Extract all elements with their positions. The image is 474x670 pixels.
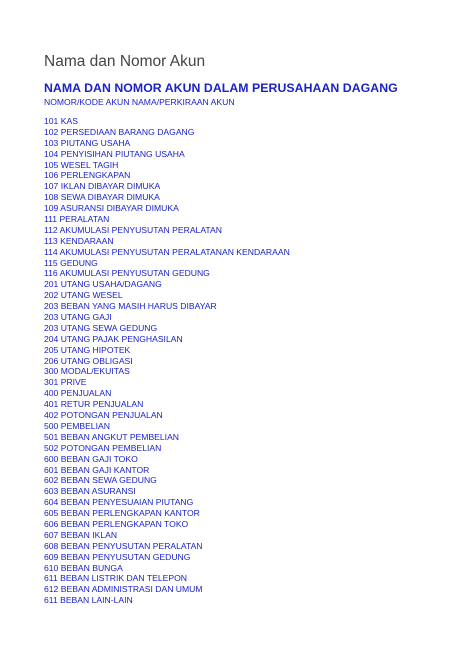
account-item: 602 BEBAN SEWA GEDUNG bbox=[44, 475, 157, 486]
account-item: 601 BEBAN GAJI KANTOR bbox=[44, 464, 150, 475]
account-item: 600 BEBAN GAJI TOKO bbox=[44, 453, 138, 464]
account-item: 206 UTANG OBLIGASI bbox=[44, 355, 133, 366]
section-heading: NAMA DAN NOMOR AKUN DALAM PERUSAHAAN DAGANG bbox=[44, 81, 398, 95]
account-item: 103 PIUTANG USAHA bbox=[44, 137, 131, 148]
account-item: 104 PENYISIHAN PIUTANG USAHA bbox=[44, 148, 185, 159]
account-item: 611 BEBAN LAIN-LAIN bbox=[44, 595, 133, 606]
column-subheading: NOMOR/KODE AKUN NAMA/PERKIRAAN AKUN bbox=[44, 97, 235, 107]
account-item: 401 RETUR PENJUALAN bbox=[44, 399, 144, 410]
account-item: 610 BEBAN BUNGA bbox=[44, 562, 123, 573]
account-item: 115 GEDUNG bbox=[44, 257, 98, 268]
account-item: 611 BEBAN LISTRIK DAN TELEPON bbox=[44, 573, 187, 584]
account-item: 202 UTANG WESEL bbox=[44, 290, 123, 301]
account-list bbox=[44, 116, 290, 606]
account-item: 604 BEBAN PENYESUAIAN PIUTANG bbox=[44, 497, 194, 508]
account-item: 204 UTANG PAJAK PENGHASILAN bbox=[44, 333, 183, 344]
account-item: 102 PERSEDIAAN BARANG DAGANG bbox=[44, 126, 195, 137]
account-item: 402 POTONGAN PENJUALAN bbox=[44, 410, 163, 421]
account-item: 500 PEMBELIAN bbox=[44, 420, 110, 431]
account-item: 116 AKUMULASI PENYUSUTAN GEDUNG bbox=[44, 268, 210, 279]
account-item: 203 UTANG GAJI bbox=[44, 312, 112, 323]
account-item: 106 PERLENGKAPAN bbox=[44, 170, 131, 181]
account-item: 300 MODAL/EKUITAS bbox=[44, 366, 130, 377]
account-item: 501 BEBAN ANGKUT PEMBELIAN bbox=[44, 431, 180, 442]
account-item: 400 PENJUALAN bbox=[44, 388, 112, 399]
account-item: 105 WESEL TAGIH bbox=[44, 159, 119, 170]
account-item: 113 KENDARAAN bbox=[44, 235, 114, 246]
account-item: 301 PRIVE bbox=[44, 377, 87, 388]
account-item: 107 IKLAN DIBAYAR DIMUKA bbox=[44, 181, 161, 192]
account-item: 201 UTANG USAHA/DAGANG bbox=[44, 279, 162, 290]
account-item: 609 BEBAN PENYUSUTAN GEDUNG bbox=[44, 551, 191, 562]
account-item: 205 UTANG HIPOTEK bbox=[44, 344, 131, 355]
account-item: 109 ASURANSI DIBAYAR DIMUKA bbox=[44, 203, 179, 214]
account-item: 203 UTANG SEWA GEDUNG bbox=[44, 322, 158, 333]
account-item: 608 BEBAN PENYUSUTAN PERALATAN bbox=[44, 540, 203, 551]
account-item: 203 BEBAN YANG MASIH HARUS DIBAYAR bbox=[44, 301, 217, 312]
account-item: 605 BEBAN PERLENGKAPAN KANTOR bbox=[44, 508, 200, 519]
account-item: 101 KAS bbox=[44, 116, 78, 126]
account-item: 112 AKUMULASI PENYUSUTAN PERALATAN bbox=[44, 224, 222, 235]
account-item: 606 BEBAN PERLENGKAPAN TOKO bbox=[44, 518, 189, 529]
account-item: 108 SEWA DIBAYAR DIMUKA bbox=[44, 192, 160, 203]
account-item: 612 BEBAN ADMINISTRASI DAN UMUM bbox=[44, 584, 203, 595]
account-item: 502 POTONGAN PEMBELIAN bbox=[44, 442, 162, 453]
account-item: 603 BEBAN ASURANSI bbox=[44, 486, 136, 497]
page-title: Nama dan Nomor Akun bbox=[44, 53, 206, 70]
account-item: 114 AKUMULASI PENYUSUTAN PERALATANAN KENDARAAN bbox=[44, 246, 290, 257]
account-item: 607 BEBAN IKLAN bbox=[44, 529, 118, 540]
account-item: 111 PERALATAN bbox=[44, 214, 110, 225]
